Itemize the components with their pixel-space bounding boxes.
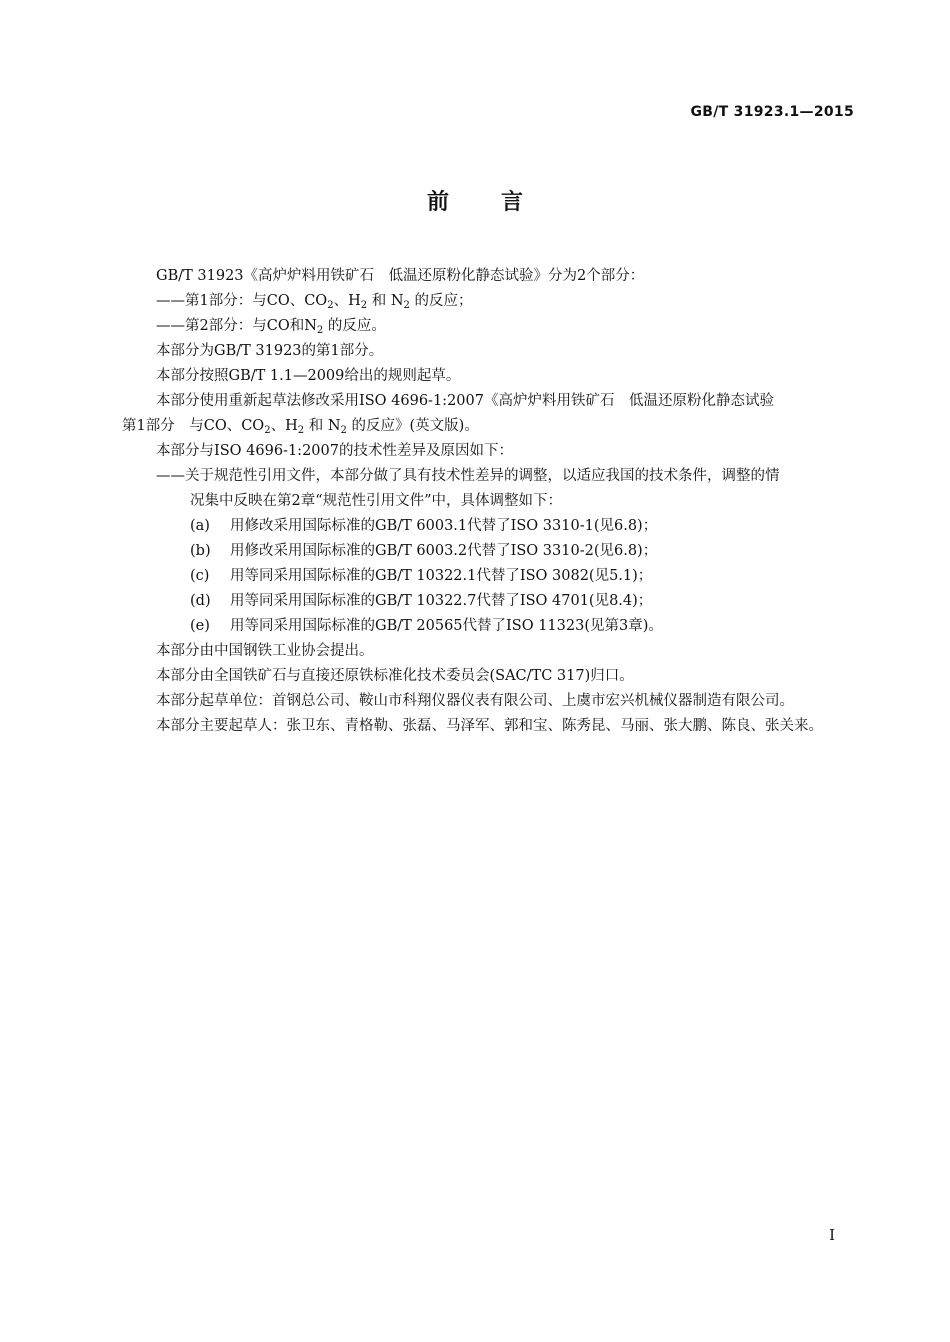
paragraph-references-line-1: ——关于规范性引用文件，本部分做了具有技术性差异的调整，以适应我国的技术条件，调整的情 — [156, 468, 780, 484]
list-item: (b) 用修改采用国际标准的GB/T 6003.2代替了ISO 3310-2(见6.8)； — [190, 543, 658, 559]
paragraph-proposed-by: 本部分由中国钢铁工业协会提出。 — [156, 643, 374, 659]
list-item: (c) 用等同采用国际标准的GB/T 10322.1代替了ISO 3082(见5.1)； — [190, 568, 653, 584]
page-number: I — [829, 1226, 835, 1244]
list-item: (a) 用修改采用国际标准的GB/T 6003.1代替了ISO 3310-1(见6.8)； — [190, 518, 658, 534]
paragraph-references-line-2: 况集中反映在第2章“规范性引用文件”中，具体调整如下： — [190, 493, 563, 509]
paragraph-adoption-line-2: 第1部分 与CO、$CO_2$、$H_2$ 和 $N_2$ 的反应》(英文版)。 — [122, 418, 479, 436]
title-char-1: 前 — [426, 190, 449, 215]
list-item: (d) 用等同采用国际标准的GB/T 10322.7代替了ISO 4701(见8.4)； — [190, 593, 653, 609]
paragraph-adoption-line-1: 本部分使用重新起草法修改采用ISO 4696-1:2007《高炉炉料用铁矿石 低温还原粉化静态试验 — [156, 393, 774, 409]
paragraph-part-of: 本部分为GB/T 31923的第1部分。 — [156, 343, 384, 359]
paragraph-differences: 本部分与ISO 4696-1:2007的技术性差异及原因如下： — [156, 443, 513, 459]
part-1-line: ——第1部分：与CO、$CO_2$、$H_2$ 和 $N_2$ 的反应； — [156, 293, 473, 311]
paragraph-parts: GB/T 31923《高炉炉料用铁矿石 低温还原粉化静态试验》分为2个部分： — [156, 268, 645, 284]
paragraph-drafting-units: 本部分起草单位：首钢总公司、鞍山市科翔仪器仪表有限公司、上虞市宏兴机械仪器制造有限公司。 — [156, 693, 794, 709]
page-title — [0, 185, 950, 216]
preface-body — [122, 264, 862, 739]
paragraph-drafting-rules: 本部分按照GB/T 1.1—2009给出的规则起草。 — [156, 368, 461, 384]
title-char-2: 言 — [501, 190, 524, 215]
standard-number: GB/T 31923.1—2015 — [690, 104, 854, 120]
paragraph-under-jurisdiction: 本部分由全国铁矿石与直接还原铁标准化技术委员会(SAC/TC 317)归口。 — [156, 668, 634, 684]
paragraph-drafters: 本部分主要起草人：张卫东、青格勒、张磊、马泽军、郭和宝、陈秀昆、马丽、张大鹏、陈良、张关来。 — [156, 718, 823, 734]
list-item: (e) 用等同采用国际标准的GB/T 20565代替了ISO 11323(见第3章)。 — [190, 618, 663, 634]
part-2-line: ——第2部分：与CO和$N_2$ 的反应。 — [156, 318, 386, 336]
